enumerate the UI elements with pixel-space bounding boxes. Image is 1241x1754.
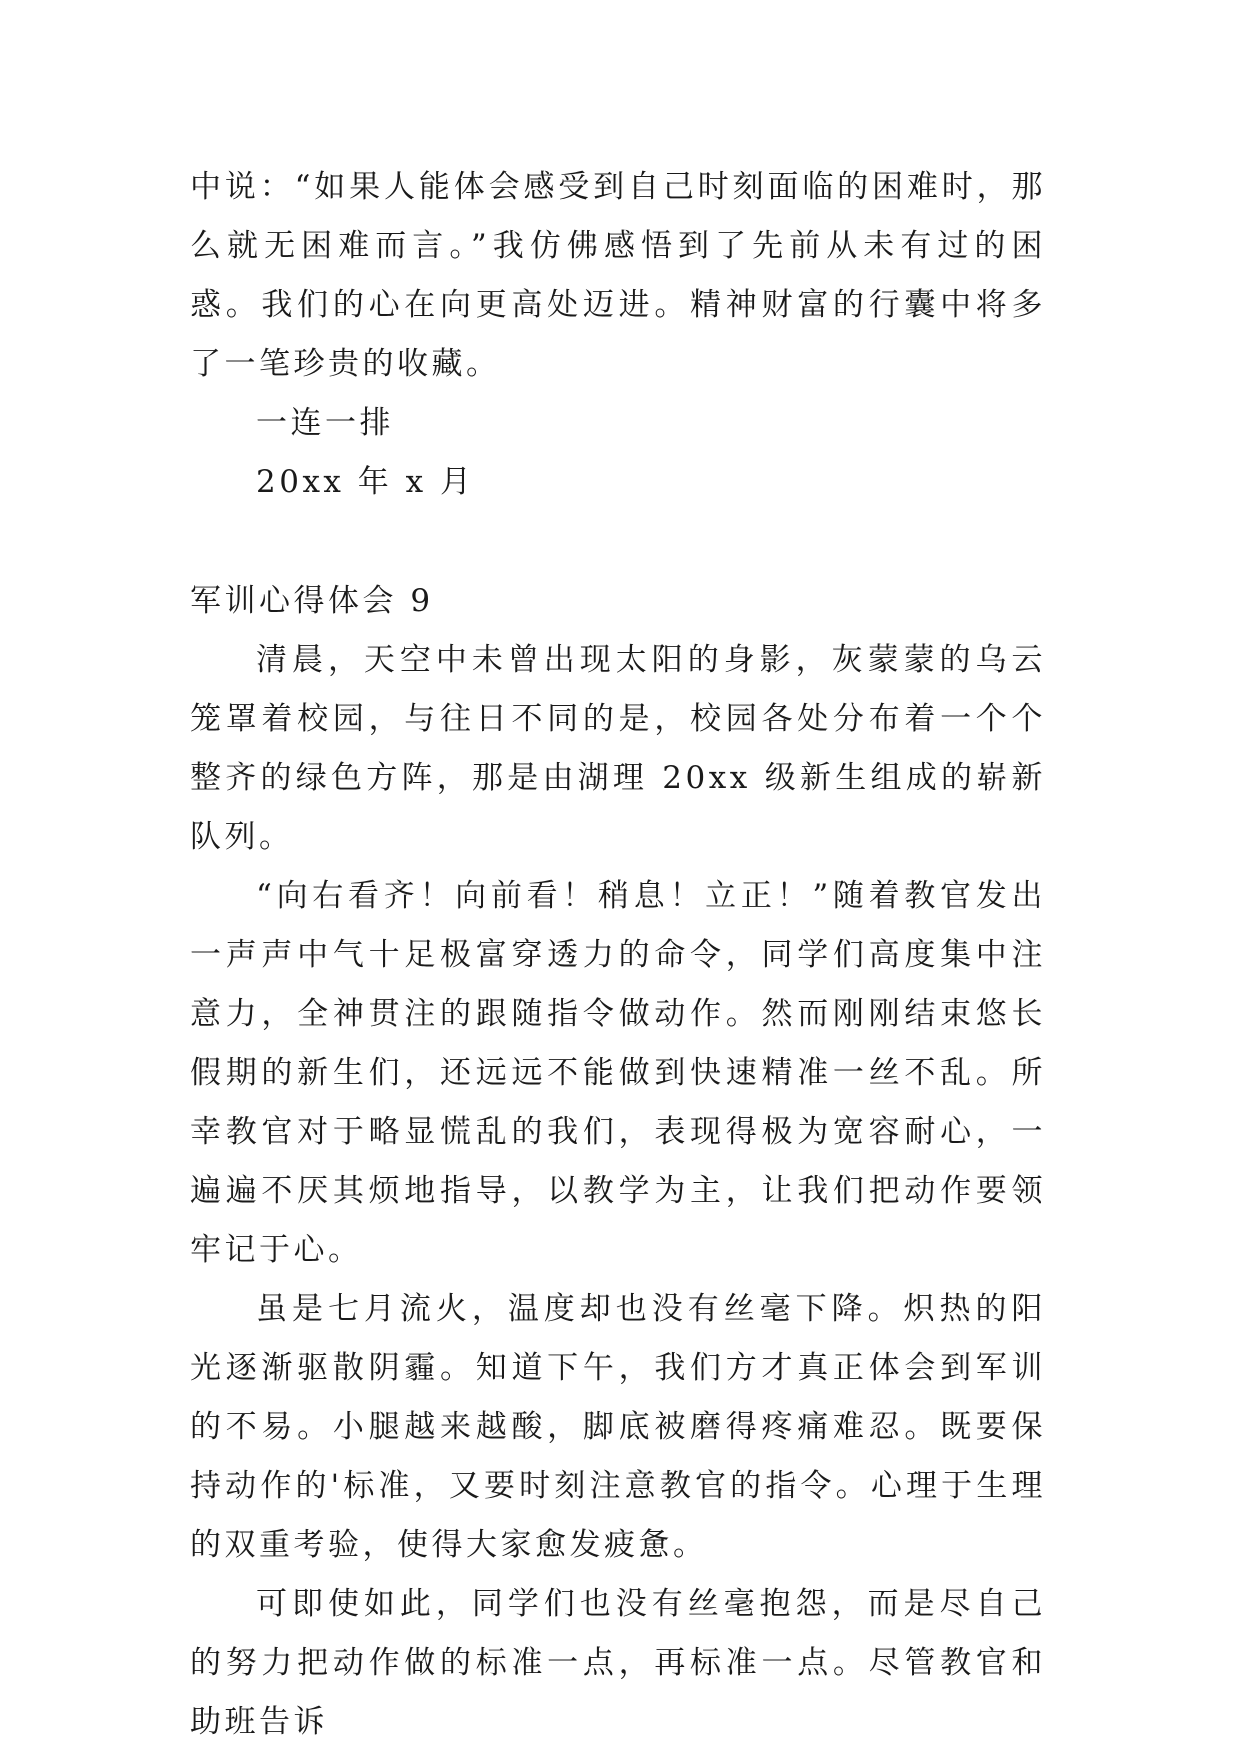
document-body [190, 158, 1046, 1752]
signature: 一连一排 [256, 405, 394, 441]
body-paragraph: “向右看齐！向前看！稍息！立正！”随着教官发出一声声中气十足极富穿透力的命令，同学们高度集中注意力，全神贯注的跟随指令做动作。然而刚刚结束悠长假期的新生们，还远远不能做到快速精准一丝不乱。所幸教官对于略显慌乱的我们，表现得极为宽容耐心，一遍遍不厌其烦地指导，以教学为主，让我们把动作要领牢记于心。 [190, 878, 1046, 1268]
body-paragraph: 虽是七月流火，温度却也没有丝毫下降。炽热的阳光逐渐驱散阴霾。知道下午，我们方才真正体会到军训的不易。小腿越来越酸，脚底被磨得疼痛难忍。既要保持动作的'标准，又要时刻注意教官的指令。心理于生理的双重考验，使得大家愈发疲惫。 [190, 1291, 1046, 1563]
section-title: 军训心得体会 9 [190, 583, 434, 619]
continuation-paragraph: 中说：“如果人能体会感受到自己时刻面临的困难时，那么就无困难而言。”我仿佛感悟到了先前从未有过的困惑。我们的心在向更高处迈进。精神财富的行囊中将多了一笔珍贵的收藏。 [190, 169, 1046, 382]
body-paragraph: 清晨，天空中未曾出现太阳的身影，灰蒙蒙的乌云笼罩着校园，与往日不同的是，校园各处分布着一个个整齐的绿色方阵，那是由湖理 20xx 级新生组成的崭新队列。 [190, 642, 1046, 855]
date-line: 20xx 年 x 月 [256, 464, 475, 500]
body-paragraph: 可即使如此，同学们也没有丝毫抱怨，而是尽自己的努力把动作做的标准一点，再标准一点。尽管教官和助班告诉 [190, 1586, 1046, 1740]
